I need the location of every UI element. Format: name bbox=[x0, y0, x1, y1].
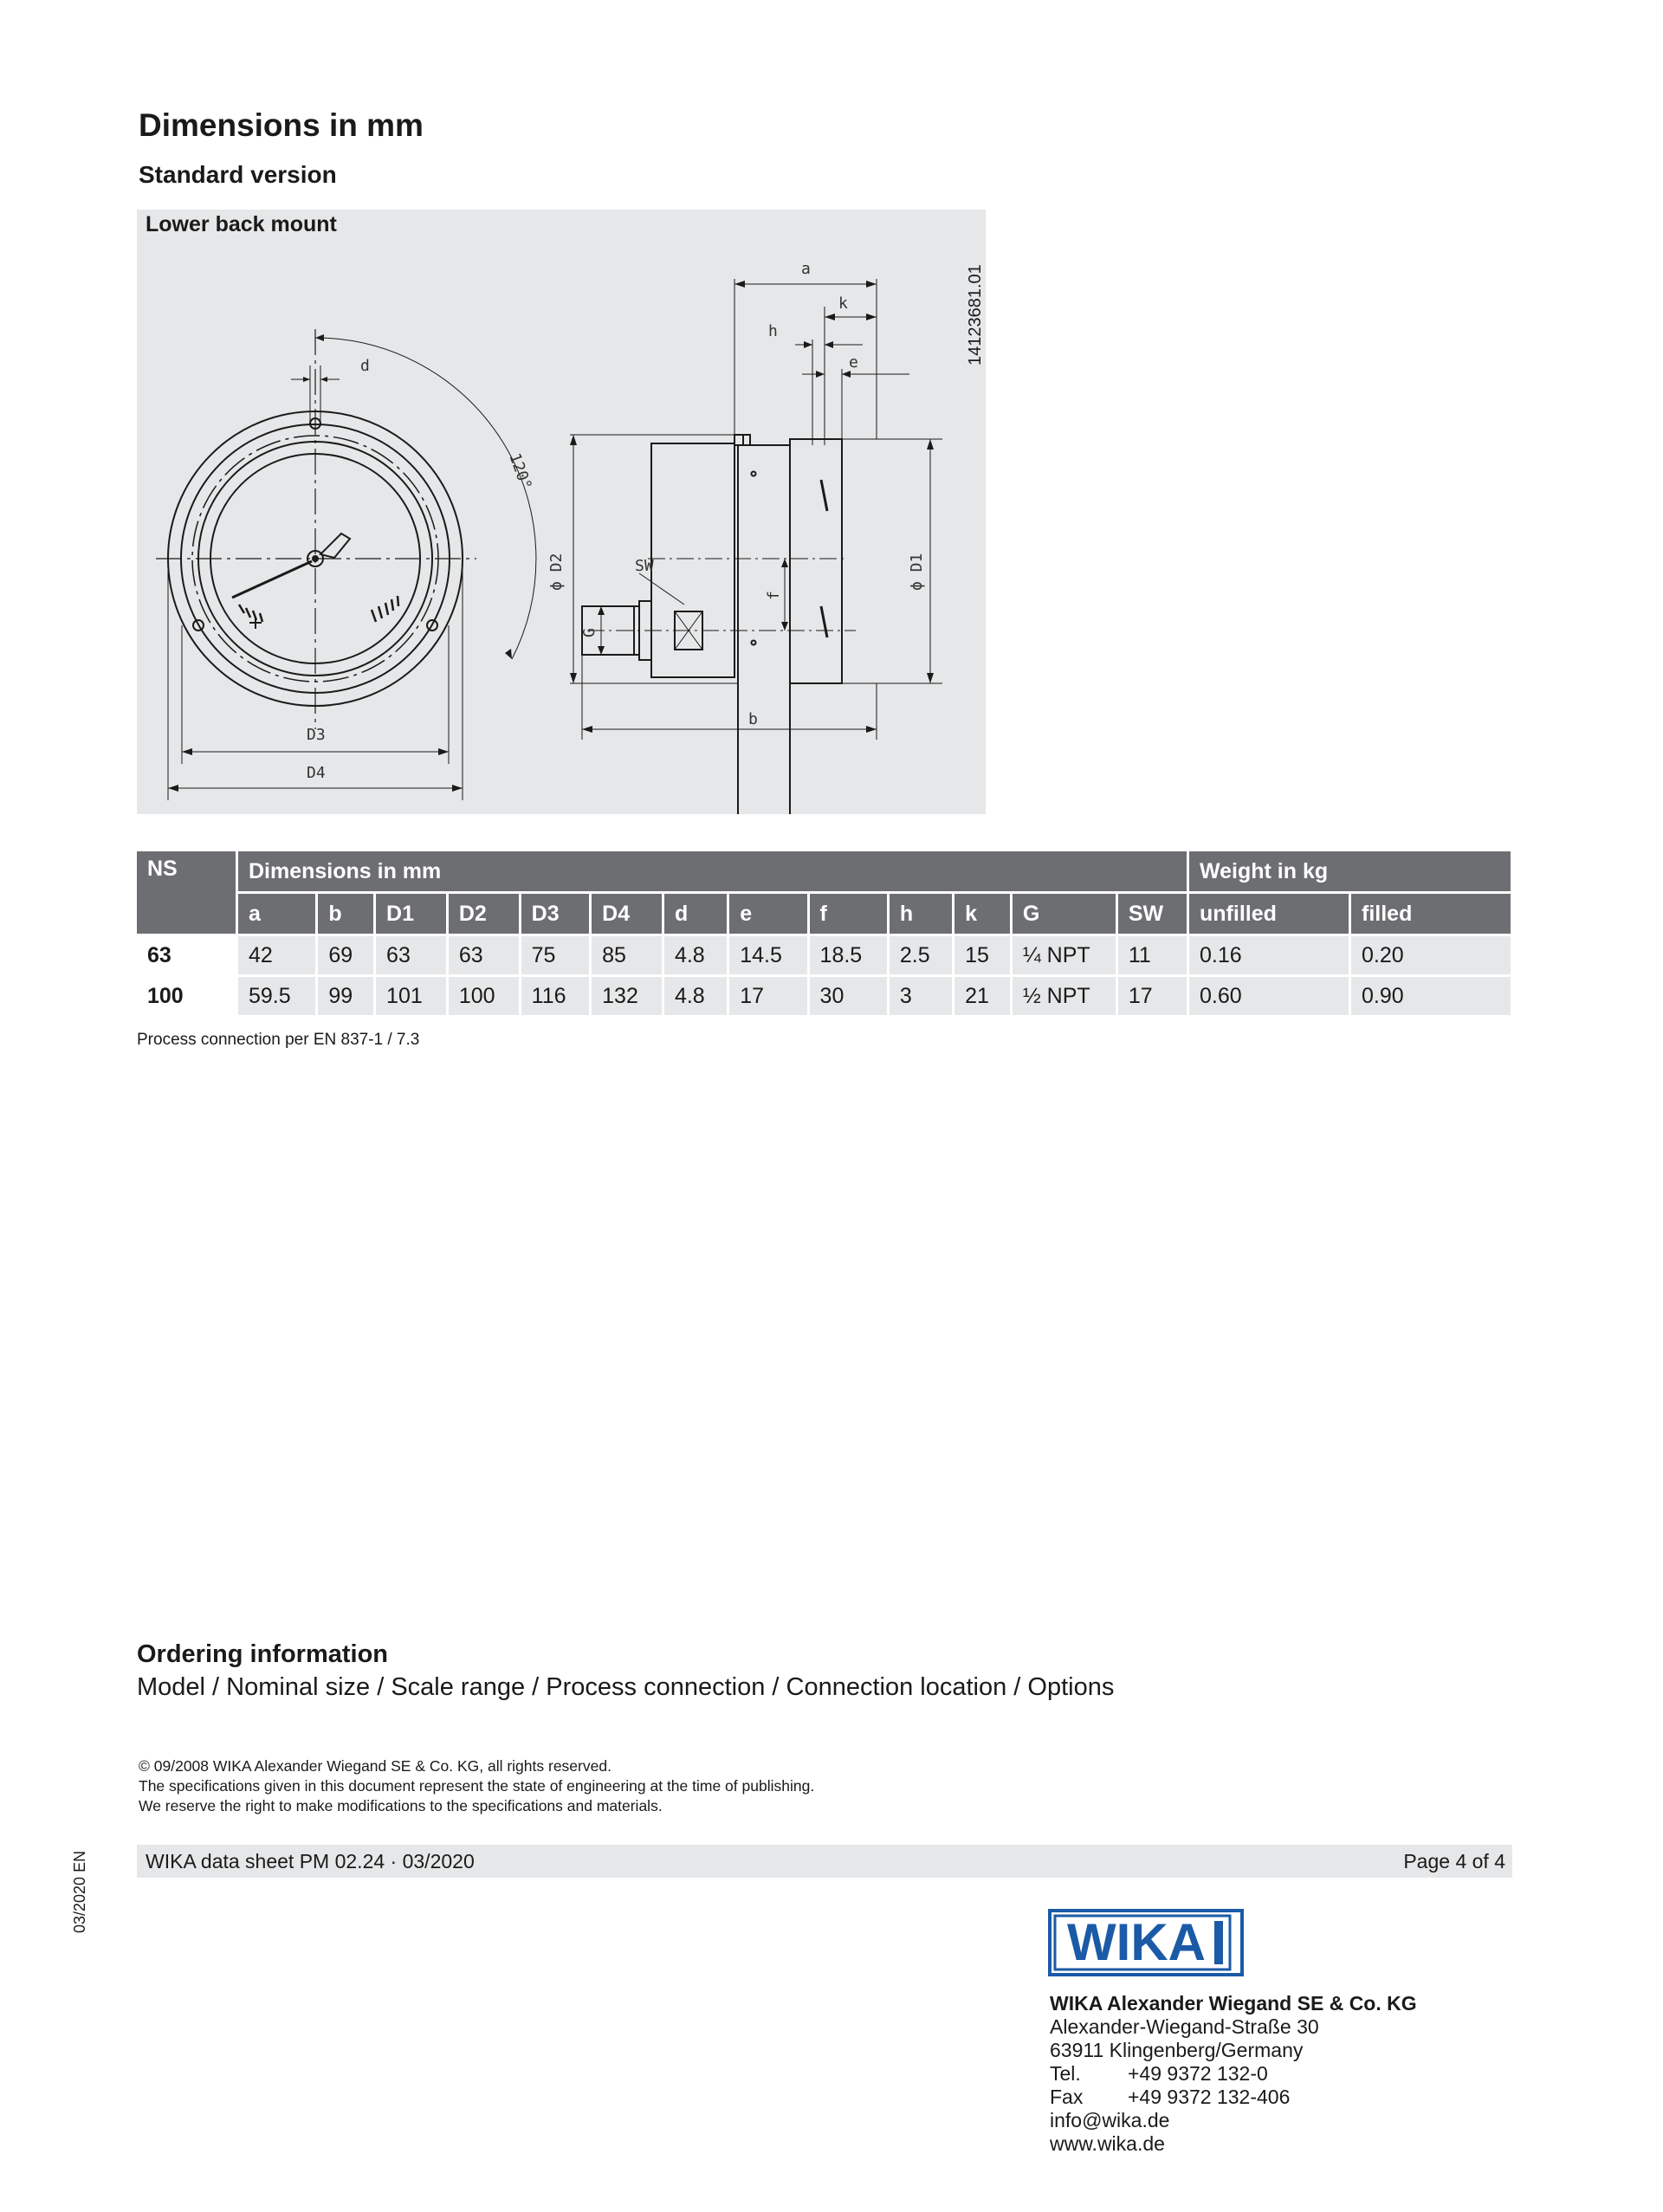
table-cell: 42 bbox=[238, 936, 315, 974]
footer-datasheet: WIKA data sheet PM 02.24 · 03/2020 bbox=[146, 1850, 475, 1872]
cell-ns: 100 bbox=[137, 977, 236, 1015]
table-cell: 0.90 bbox=[1351, 977, 1511, 1015]
company-name: WIKA Alexander Wiegand SE & Co. KG bbox=[1050, 1992, 1417, 2015]
header-a: a bbox=[238, 894, 315, 934]
table-cell: 132 bbox=[592, 977, 662, 1015]
header-D3: D3 bbox=[521, 894, 590, 934]
header-e: e bbox=[729, 894, 806, 934]
table-cell: ¼ NPT bbox=[1013, 936, 1116, 974]
footer-page-number: Page 4 of 4 bbox=[1403, 1850, 1505, 1872]
address-street: Alexander-Wiegand-Straße 30 bbox=[1050, 2015, 1319, 2038]
header-SW: SW bbox=[1118, 894, 1187, 934]
process-connection-note: Process connection per EN 837-1 / 7.3 bbox=[137, 1031, 420, 1049]
label-G: G bbox=[580, 628, 599, 637]
label-k: k bbox=[838, 294, 848, 313]
table-cell: 17 bbox=[1118, 977, 1187, 1015]
table-cell: 15 bbox=[954, 936, 1010, 974]
label-SW: SW bbox=[635, 557, 654, 575]
header-k: k bbox=[954, 894, 1010, 934]
cell-ns: 63 bbox=[137, 936, 236, 974]
table-cell: 69 bbox=[318, 936, 373, 974]
header-ns: NS bbox=[137, 851, 236, 934]
address-city: 63911 Klingenberg/Germany bbox=[1050, 2039, 1304, 2061]
drawing-id: 14123681.01 bbox=[966, 264, 985, 365]
table-cell: ½ NPT bbox=[1013, 977, 1116, 1015]
table-cell: 85 bbox=[592, 936, 662, 974]
page-title: Dimensions in mm bbox=[139, 107, 424, 143]
header-filled: filled bbox=[1351, 894, 1511, 934]
table-cell: 63 bbox=[376, 936, 446, 974]
header-f: f bbox=[810, 894, 887, 934]
table-cell: 59.5 bbox=[238, 977, 315, 1015]
label-a: a bbox=[801, 260, 811, 278]
tel-label: Tel. bbox=[1050, 2062, 1081, 2085]
ordering-line: Model / Nominal size / Scale range / Process connection / Connection location / Options bbox=[137, 1673, 1115, 1701]
label-D1: ϕ D1 bbox=[908, 553, 926, 591]
label-D4: D4 bbox=[307, 764, 326, 782]
header-dimensions: Dimensions in mm bbox=[238, 851, 1187, 891]
side-date-text: 03/2020 EN bbox=[71, 1850, 88, 1933]
table-cell: 14.5 bbox=[729, 936, 806, 974]
header-h: h bbox=[890, 894, 952, 934]
header-unfilled: unfilled bbox=[1189, 894, 1349, 934]
table-cell: 99 bbox=[318, 977, 373, 1015]
table-cell: 75 bbox=[521, 936, 590, 974]
logo-text: WIKA bbox=[1067, 1913, 1206, 1971]
modifications-line: We reserve the right to make modifications to the specifications and materials. bbox=[139, 1797, 663, 1814]
fax-number: +49 9372 132-406 bbox=[1128, 2086, 1291, 2108]
tel-number: +49 9372 132-0 bbox=[1128, 2062, 1268, 2085]
address-fax bbox=[1050, 2086, 1417, 2109]
table-cell: 17 bbox=[729, 977, 806, 1015]
table-cell: 21 bbox=[954, 977, 1010, 1015]
table-cell: 4.8 bbox=[664, 977, 727, 1015]
fax-label: Fax bbox=[1050, 2086, 1084, 2108]
label-D3: D3 bbox=[307, 726, 326, 744]
header-b: b bbox=[318, 894, 373, 934]
table-cell: 0.20 bbox=[1351, 936, 1511, 974]
specifications-line: The specifications given in this document represent the state of engineering at the time of publishing. bbox=[139, 1777, 815, 1795]
dimension-drawing bbox=[137, 210, 986, 814]
table-group-header-row bbox=[137, 851, 1511, 891]
table-cell: 11 bbox=[1118, 936, 1187, 974]
wika-logo-mark bbox=[1052, 1912, 1240, 1973]
table-cell: 100 bbox=[449, 977, 519, 1015]
table-cell: 101 bbox=[376, 977, 446, 1015]
company-address bbox=[1050, 1992, 1417, 2156]
table-cell: 116 bbox=[521, 977, 590, 1015]
header-D2: D2 bbox=[449, 894, 519, 934]
header-weight: Weight in kg bbox=[1189, 851, 1511, 891]
address-tel bbox=[1050, 2062, 1417, 2086]
section-subtitle: Standard version bbox=[139, 161, 337, 188]
label-d: d bbox=[360, 357, 370, 375]
table-sub-header-row bbox=[137, 894, 1511, 934]
side-view bbox=[570, 279, 942, 814]
header-d: d bbox=[664, 894, 727, 934]
table-cell: 0.16 bbox=[1189, 936, 1349, 974]
label-angle: 120° bbox=[505, 450, 535, 493]
website-link[interactable]: www.wika.de bbox=[1050, 2132, 1165, 2155]
table-cell: 2.5 bbox=[890, 936, 952, 974]
table-row bbox=[137, 936, 1511, 974]
label-e: e bbox=[849, 353, 858, 372]
table-cell: 63 bbox=[449, 936, 519, 974]
dimensions-table bbox=[134, 849, 1513, 1018]
label-h: h bbox=[768, 322, 778, 340]
label-D2: ϕ D2 bbox=[547, 553, 566, 591]
header-D4: D4 bbox=[592, 894, 662, 934]
drawing-title: Lower back mount bbox=[146, 212, 337, 236]
table-cell: 0.60 bbox=[1189, 977, 1349, 1015]
wika-logo bbox=[1048, 1909, 1244, 1976]
table-row bbox=[137, 977, 1511, 1015]
gauge-technical-drawing bbox=[137, 210, 986, 814]
email-link[interactable]: info@wika.de bbox=[1050, 2109, 1170, 2131]
ordering-title: Ordering information bbox=[137, 1640, 388, 1668]
table-cell: 4.8 bbox=[664, 936, 727, 974]
table-cell: 30 bbox=[810, 977, 887, 1015]
header-G: G bbox=[1013, 894, 1116, 934]
header-D1: D1 bbox=[376, 894, 446, 934]
label-b: b bbox=[748, 710, 758, 728]
table-cell: 18.5 bbox=[810, 936, 887, 974]
copyright-block bbox=[139, 1756, 814, 1816]
copyright-line: © 09/2008 WIKA Alexander Wiegand SE & Co. KG, all rights reserved. bbox=[139, 1757, 611, 1775]
table-cell: 3 bbox=[890, 977, 952, 1015]
footer-bar bbox=[137, 1845, 1512, 1878]
label-f: f bbox=[765, 591, 783, 600]
front-view bbox=[156, 329, 536, 800]
